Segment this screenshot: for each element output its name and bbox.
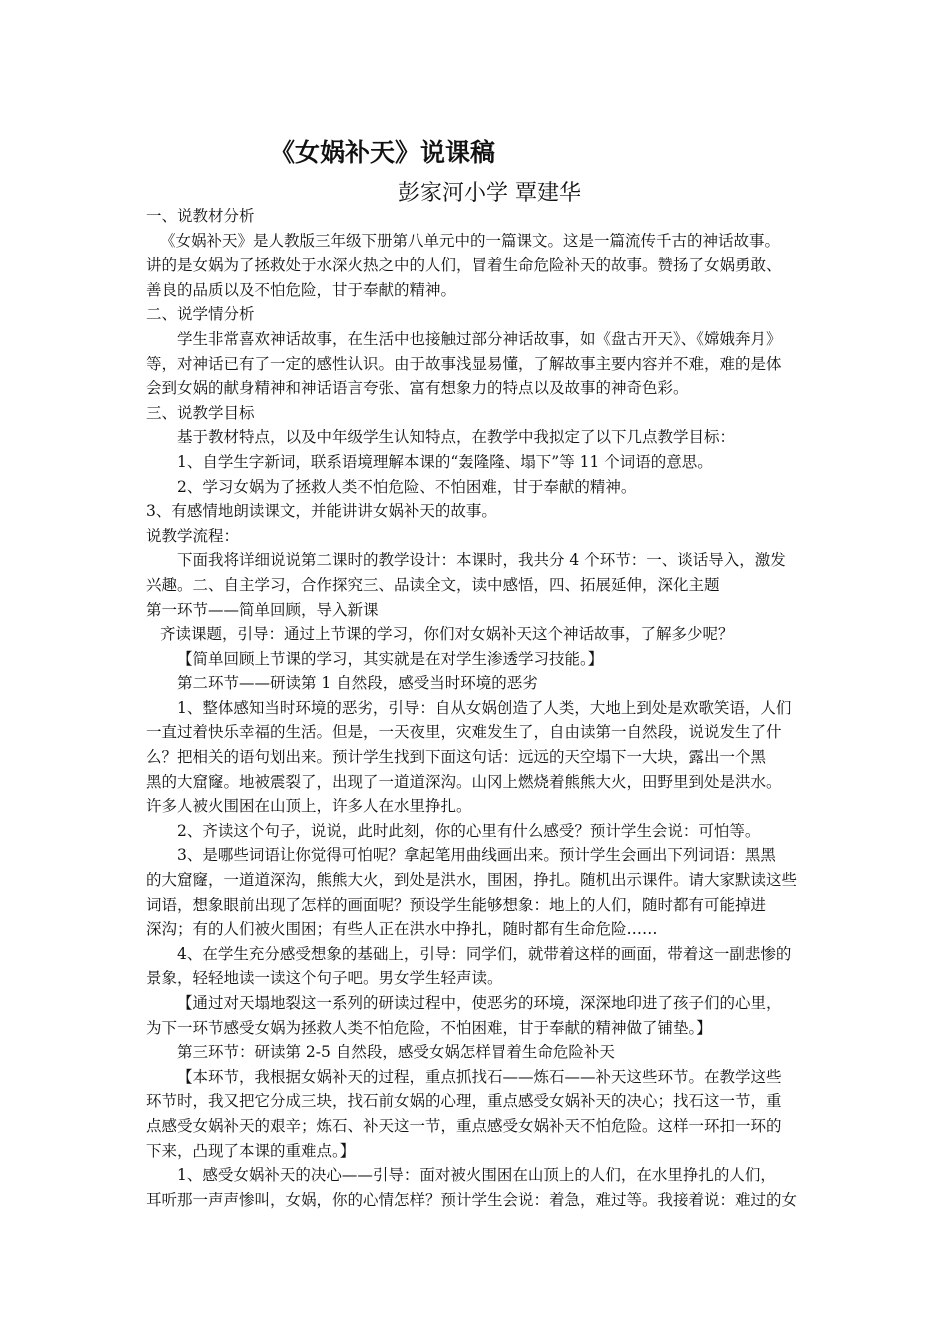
document-body bbox=[146, 204, 812, 1212]
text-line: 下来，凸现了本课的重难点。】 bbox=[146, 1141, 356, 1160]
text-line: 下面我将详细说说第二课时的教学设计：本课时，我共分 4 个环节：一、谈话导入，激发 bbox=[177, 551, 786, 570]
text-line: 二、说学情分析 bbox=[146, 305, 255, 324]
text-line: 学生非常喜欢神话故事，在生活中也接触过部分神话故事，如《盘古开天》、《嫦娥奔月》 bbox=[177, 329, 782, 348]
text-line: 讲的是女娲为了拯救处于水深火热之中的人们，冒着生命危险补天的故事。赞扬了女娲勇敢、 bbox=[146, 256, 782, 275]
document-author-line: 彭家河小学 覃建华 bbox=[398, 181, 581, 206]
text-line: 耳听那一声声惨叫，女娲，你的心情怎样？预计学生会说：着急，难过等。我接着说：难过的女 bbox=[146, 1190, 798, 1209]
text-line: 黑的大窟窿。地被震裂了，出现了一道道深沟。山冈上燃烧着熊熊大火，田野里到处是洪水。 bbox=[146, 772, 782, 791]
text-line: 善良的品质以及不怕危险，甘于奉献的精神。 bbox=[146, 280, 457, 299]
text-line: 齐读课题，引导：通过上节课的学习，你们对女娲补天这个神话故事，了解多少呢？ bbox=[160, 625, 734, 644]
text-line: 基于教材特点，以及中年级学生认知特点，在教学中我拟定了以下几点教学目标： bbox=[177, 428, 736, 447]
text-line: 【简单回顾上节课的学习，其实就是在对学生渗透学习技能。】 bbox=[177, 649, 604, 668]
text-line: 4、在学生充分感受想象的基础上，引导：同学们，就带着这样的画面，带着这一副悲惨的 bbox=[177, 944, 792, 963]
text-line: 点感受女娲补天的艰辛；炼石、补天这一节，重点感受女娲补天不怕危险。这样一环扣一环的 bbox=[146, 1116, 782, 1135]
text-line: 的大窟窿，一道道深沟，熊熊大火，到处是洪水，围困，挣扎。随机出示课件。请大家默读这些 bbox=[146, 871, 798, 890]
text-line: 一直过着快乐幸福的生活。但是，一天夜里，灾难发生了，自由读第一自然段，说说发生了什 bbox=[146, 723, 782, 742]
text-line: 第三环节：研读第 2-5 自然段，感受女娲怎样冒着生命危险补天 bbox=[177, 1043, 615, 1062]
text-line: 【本环节，我根据女娲补天的过程，重点抓找石——炼石——补天这些环节。在教学这些 bbox=[177, 1067, 782, 1086]
text-line: 为下一环节感受女娲为拯救人类不怕危险，不怕困难，甘于奉献的精神做了铺垫。】 bbox=[146, 1018, 712, 1037]
text-line: 景象，轻轻地读一读这个句子吧。男女学生轻声读。 bbox=[146, 969, 503, 988]
text-line: 三、说教学目标 bbox=[146, 403, 255, 422]
text-line: 深沟；有的人们被火围困；有些人正在洪水中挣扎，随时都有生命危险…… bbox=[146, 920, 658, 939]
text-line: 词语，想象眼前出现了怎样的画面呢？预设学生能够想象：地上的人们，随时都有可能掉进 bbox=[146, 895, 767, 914]
text-line: 《女娲补天》是人教版三年级下册第八单元中的一篇课文。这是一篇流传千古的神话故事。 bbox=[160, 231, 781, 250]
text-line: 1、感受女娲补天的决心——引导：面对被火围困在山顶上的人们，在水里挣扎的人们， bbox=[177, 1166, 776, 1185]
document-title: 《女娲补天》说课稿 bbox=[270, 138, 496, 167]
text-line: 兴趣。二、自主学习，合作探究三、品读全文，读中感悟，四、拓展延伸，深化主题 bbox=[146, 575, 720, 594]
text-line: 2、齐读这个句子，说说，此时此刻，你的心里有什么感受？预计学生会说：可怕等。 bbox=[177, 821, 761, 840]
text-line: 环节时，我又把它分成三块，找石前女娲的心理，重点感受女娲补天的决心；找石这一节，重 bbox=[146, 1092, 782, 1111]
text-line: 3、是哪些词语让你觉得可怕呢？拿起笔用曲线画出来。预计学生会画出下列词语：黑黑 bbox=[177, 846, 776, 865]
text-line: 许多人被火围困在山顶上，许多人在水里挣扎。 bbox=[146, 797, 472, 816]
text-line: 1、整体感知当时环境的恶劣，引导：自从女娲创造了人类，大地上到处是欢歌笑语，人们 bbox=[177, 698, 792, 717]
text-line: 会到女娲的献身精神和神话语言夸张、富有想象力的特点以及故事的神奇色彩。 bbox=[146, 379, 689, 398]
text-line: 第一环节——简单回顾，导入新课 bbox=[146, 600, 379, 619]
text-line: 2、学习女娲为了拯救人类不怕危险、不怕困难，甘于奉献的精神。 bbox=[177, 477, 637, 496]
text-line: 一、说教材分析 bbox=[146, 207, 255, 225]
text-line: 3、有感情地朗读课文，并能讲讲女娲补天的故事。 bbox=[146, 502, 497, 521]
text-line: 说教学流程： bbox=[146, 526, 240, 545]
text-line: 等，对神话已有了一定的感性认识。由于故事浅显易懂，了解故事主要内容并不难，难的是体 bbox=[146, 354, 782, 373]
text-line: 第二环节——研读第 1 自然段，感受当时环境的恶劣 bbox=[177, 674, 538, 693]
text-line: 么？把相关的语句划出来。预计学生找到下面这句话：远远的天空塌下一大块，露出一个黑 bbox=[146, 748, 767, 767]
text-line: 1、自学生字新词，联系语境理解本课的“轰隆隆、塌下”等 11 个词语的意思。 bbox=[177, 452, 713, 471]
text-line: 【通过对天塌地裂这一系列的研读过程中，使恶劣的环境，深深地印进了孩子们的心里， bbox=[177, 994, 782, 1012]
